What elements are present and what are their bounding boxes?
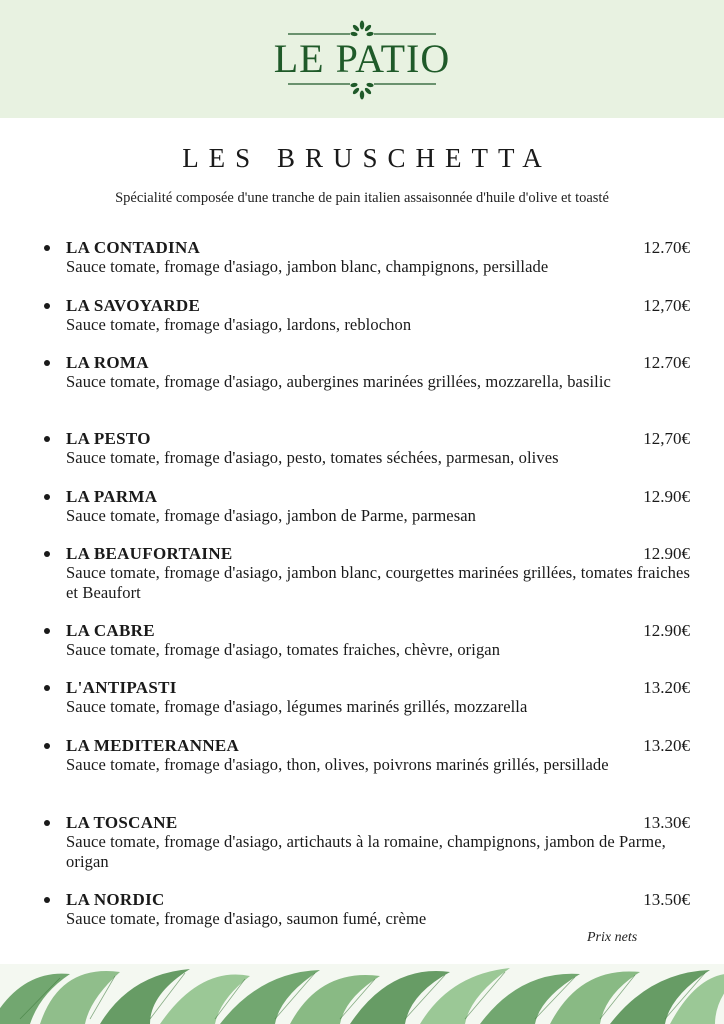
logo-text: LE PATIO bbox=[273, 36, 451, 81]
bullet-icon bbox=[44, 551, 50, 557]
section-subtitle: Spécialité composée d'une tranche de pain italien assaisonnée d'huile d'olive et toasté bbox=[115, 190, 609, 206]
bullet-icon bbox=[44, 685, 50, 691]
leaf-border bbox=[0, 964, 724, 1024]
section-title: LES BRUSCHETTA bbox=[182, 143, 552, 173]
item-price: 12.90€ bbox=[643, 487, 690, 506]
item-name: LA SAVOYARDE bbox=[66, 296, 201, 315]
item-description: Sauce tomate, fromage d'asiago, jambon blanc, champignons, persillade bbox=[66, 257, 549, 276]
item-description: Sauce tomate, fromage d'asiago, pesto, tomates séchées, parmesan, olives bbox=[66, 448, 559, 467]
item-description: Sauce tomate, fromage d'asiago, lardons, reblochon bbox=[66, 315, 412, 334]
item-name: L'ANTIPASTI bbox=[66, 678, 177, 697]
item-description: Sauce tomate, fromage d'asiago, jambon blanc, courgettes marinées grillées, tomates fraiches et Beaufort bbox=[66, 563, 690, 602]
bullet-icon bbox=[44, 628, 50, 634]
item-name: LA PARMA bbox=[66, 487, 158, 506]
item-price: 12,70€ bbox=[643, 429, 690, 448]
bullet-icon bbox=[44, 360, 50, 366]
prix-nets-note: Prix nets bbox=[587, 930, 638, 945]
item-description: Sauce tomate, fromage d'asiago, artichauts à la romaine, champignons, jambon de Parme, origan bbox=[66, 832, 666, 871]
bullet-icon bbox=[44, 303, 50, 309]
tropical-leaves-icon bbox=[0, 964, 724, 1024]
item-description: Sauce tomate, fromage d'asiago, thon, olives, poivrons marinés grillés, persillade bbox=[66, 755, 609, 774]
item-price: 12.90€ bbox=[643, 544, 690, 563]
item-description: Sauce tomate, fromage d'asiago, aubergines marinées grillées, mozzarella, basilic bbox=[66, 372, 611, 391]
item-description: Sauce tomate, fromage d'asiago, tomates fraiches, chèvre, origan bbox=[66, 640, 501, 659]
item-price: 12.70€ bbox=[643, 238, 690, 257]
item-description: Sauce tomate, fromage d'asiago, légumes marinés grillés, mozzarella bbox=[66, 697, 528, 716]
bullet-icon bbox=[44, 743, 50, 749]
item-price: 13.30€ bbox=[643, 813, 690, 832]
item-name: LA PESTO bbox=[66, 429, 151, 448]
item-name: LA TOSCANE bbox=[66, 813, 178, 832]
item-name: LA BEAUFORTAINE bbox=[66, 544, 233, 563]
item-name: LA CONTADINA bbox=[66, 238, 201, 257]
item-description: Sauce tomate, fromage d'asiago, saumon fumé, crème bbox=[66, 909, 427, 928]
bullet-icon bbox=[44, 897, 50, 903]
item-price: 12,70€ bbox=[643, 296, 690, 315]
bullet-icon bbox=[44, 494, 50, 500]
item-price: 12.70€ bbox=[643, 353, 690, 372]
item-price: 13.20€ bbox=[643, 736, 690, 755]
item-name: LA CABRE bbox=[66, 621, 155, 640]
bullet-icon bbox=[44, 820, 50, 826]
item-price: 13.50€ bbox=[643, 890, 690, 909]
bullet-icon bbox=[44, 436, 50, 442]
item-name: LA MEDITERANNEA bbox=[66, 736, 240, 755]
item-name: LA NORDIC bbox=[66, 890, 165, 909]
item-price: 13.20€ bbox=[643, 678, 690, 697]
item-name: LA ROMA bbox=[66, 353, 149, 372]
bullet-icon bbox=[44, 245, 50, 251]
item-description: Sauce tomate, fromage d'asiago, jambon de Parme, parmesan bbox=[66, 506, 477, 525]
item-price: 12.90€ bbox=[643, 621, 690, 640]
